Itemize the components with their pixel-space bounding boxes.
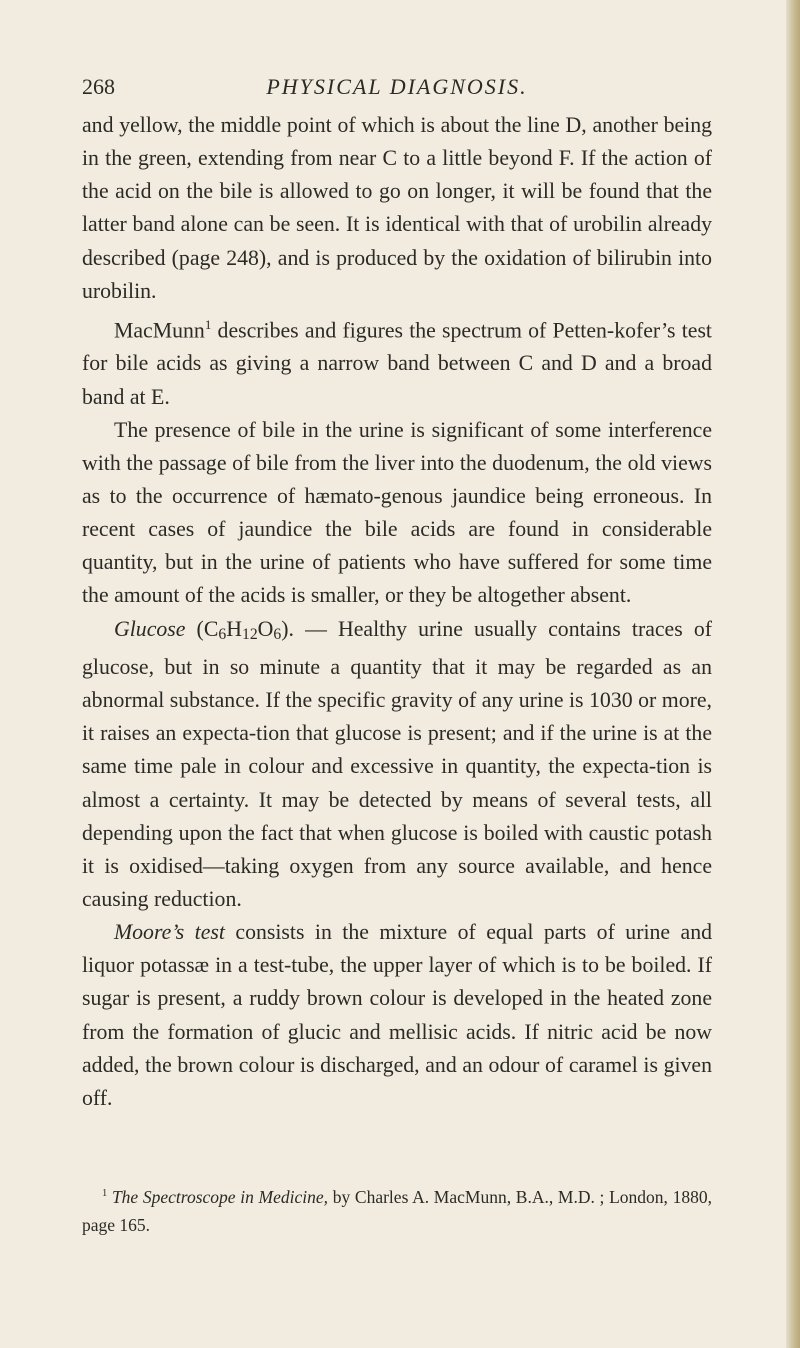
footnote-1 xyxy=(82,1180,712,1239)
paragraph-glucose: Glucose $(C_6H_{12}O_6)$. — Healthy urine usually contains traces of glucose, but in so minute a quantity that it may be regarded as an abnormal substance. If the specific gravity of any urine is 1030 or more, it raises an expecta-tion that glucose is present; and if the urine is at the same time pale in colour and excessive in quantity, the expecta-tion is almost a certainty. It may be detected by means of several tests, all depending upon the fact that when glucose is boiled with caustic potash it is oxidised—taking oxygen from any source available, and hence causing reduction. xyxy=(82,616,712,911)
formula-h-sub: 12 xyxy=(241,625,258,643)
footnotes xyxy=(82,1180,712,1239)
footnote-text: by Charles A. MacMunn, B.A., M.D. ; London, 1880, page 165. xyxy=(82,1186,712,1235)
footnote-ref: 1 xyxy=(204,316,212,332)
formula-c: C xyxy=(203,616,219,641)
formula-o-sub: 6 xyxy=(273,625,282,643)
macmunn-name: MacMunn xyxy=(114,318,205,343)
paragraph-macmunn xyxy=(82,308,712,414)
macmunn-text: describes and figures the spectrum of Petten-kofer’s test for bile acids as giving a narrow band between C and D and a broad band at E. xyxy=(82,318,712,409)
page-edge-shadow xyxy=(786,0,800,1348)
page-header xyxy=(82,74,712,108)
paragraph-moores-test xyxy=(82,916,712,1115)
page-number: 268 xyxy=(82,74,115,99)
moores-test-text: consists in the mixture of equal parts of urine and liquor potassæ in a test-tube, the upper layer of which is to be boiled. If sugar is present, a ruddy brown colour is developed in the heated zone from the formation of glucic and mellisic acids. If nitric acid be now added, the brown colour is discharged, and an odour of caramel is given off. xyxy=(82,920,712,1110)
glucose-dash: . — xyxy=(288,616,339,641)
paragraph-bile-significance: The presence of bile in the urine is significant of some interference with the passage of bile from the liver into the duodenum, the old views as to the occurrence of hæmato-genous jaundice being erroneous. In recent cases of jaundice the bile acids are found in considerable quantity, but in the urine of patients who have suffered for some time the amount of the acids is smaller, or they be altogether absent. xyxy=(82,417,712,608)
formula-c-sub: 6 xyxy=(218,625,227,643)
glucose-heading: Glucose xyxy=(114,616,186,641)
formula-h: H xyxy=(226,616,242,641)
footnote-book-title: The Spectroscope in Medicine, xyxy=(111,1186,329,1207)
running-title: PHYSICAL DIAGNOSIS. xyxy=(266,74,528,99)
paragraph-bile-band: and yellow, the middle point of which is about the line D, another being in the green, extending from near C to a little beyond F. If the action of the acid on the bile is allowed to go on longer, it will be found that the latter band alone can be seen. It is identical with that of urobilin already described (page 248), and is produced by the oxidation of bilirubin into urobilin. xyxy=(82,113,712,303)
glucose-text: Healthy urine usually contains traces of glucose, but in so minute a quantity that it may be regarded as an abnormal substance. If the specific gravity of any urine is 1030 or more, it raises an expecta-tion that glucose is present; and if the urine is at the same time pale in colour and excessive in quantity, the expecta-tion is almost a certainty. It may be detected by means of several tests, all depending upon the fact that when glucose is boiled with caustic potash it is oxidised—taking oxygen from any source available, and hence causing reduction. xyxy=(82,616,712,911)
body-text xyxy=(82,109,712,1115)
footnote-marker: 1 xyxy=(102,1188,108,1199)
moores-test-heading: Moore’s test xyxy=(114,920,225,945)
formula-o: O xyxy=(257,616,274,641)
